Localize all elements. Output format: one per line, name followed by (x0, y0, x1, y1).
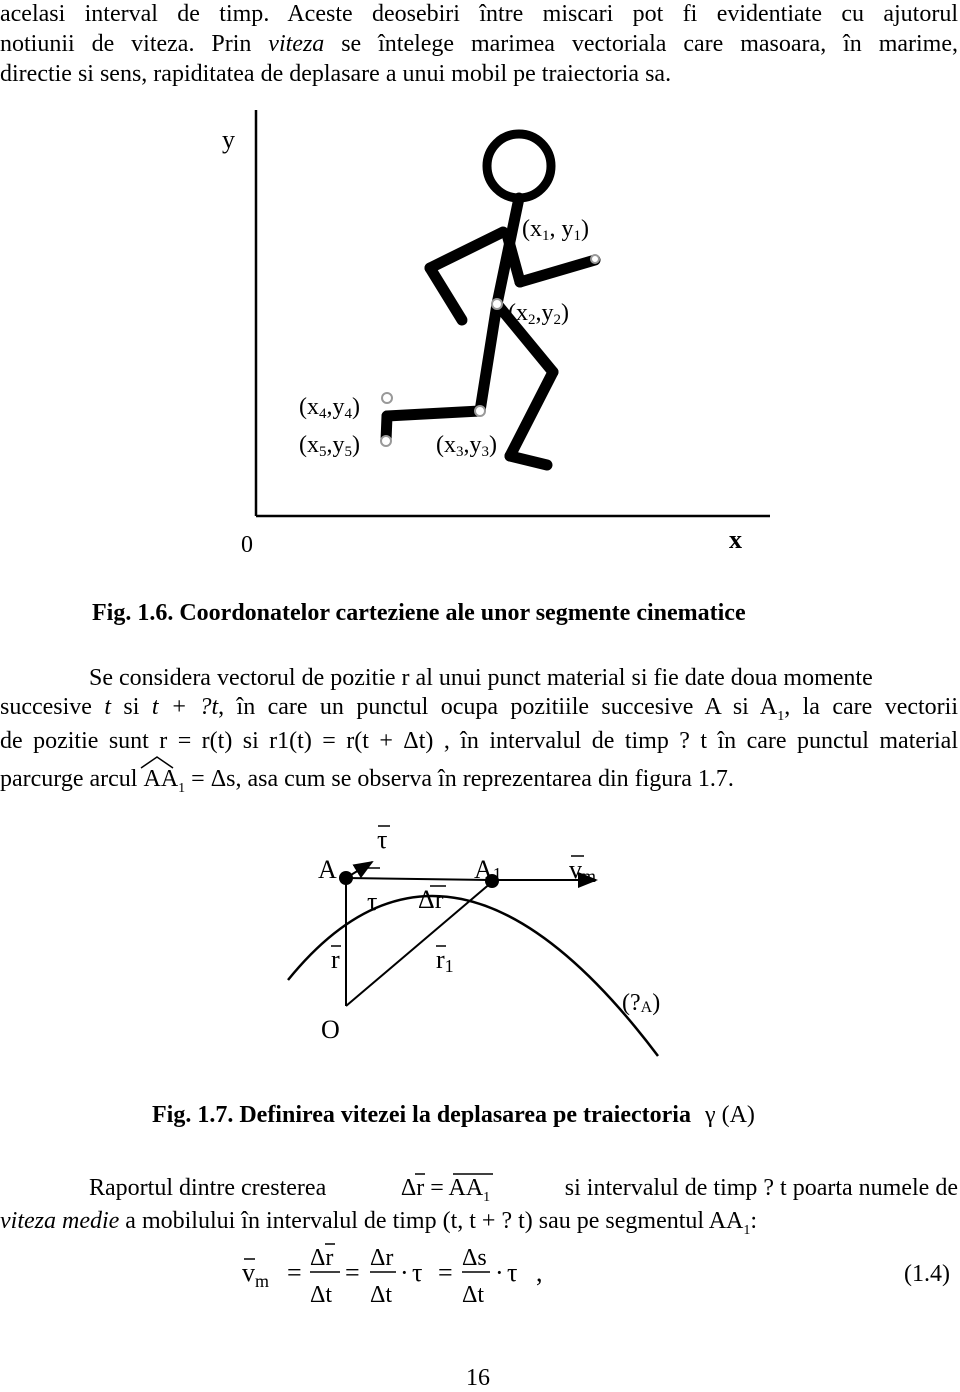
arc-mark (139, 755, 175, 769)
overline-mark (401, 1172, 521, 1178)
A-label: A (318, 855, 337, 884)
eq-frac3-den: Δt (462, 1282, 485, 1308)
delta-r-label: Δr (418, 885, 444, 914)
eq-tau-1: τ (412, 1258, 423, 1287)
joint-1 (591, 255, 599, 263)
eq-tau-2: τ (507, 1258, 518, 1287)
joint-4 (382, 393, 392, 403)
page-number: 16 (466, 1365, 490, 1391)
para2-line-1: Se considera vectorul de pozitie r al unui punct material si fie date doua momente (89, 665, 873, 691)
point-2-label: (x2,y2) (508, 300, 569, 328)
point-4-label: (x4,y4) (299, 394, 360, 422)
figure-1-7 (0, 820, 960, 1080)
point-A (339, 871, 353, 885)
figure-1-7-caption: Fig. 1.7. Definirea vitezei la deplasarea pe traiectoria γ (A) (152, 1102, 755, 1128)
axis-x-label: x (729, 525, 742, 554)
para3-line-2: viteza medie a mobilului în intervalul de timp (t, t + ? t) sau pe segmentul $AA_1$: (0, 1208, 758, 1238)
para3-line-1: Raportul dintre cresterea Δr = AA $_1$ si intervalul de timp ? t poarta numele de (89, 1174, 958, 1212)
figure-1-6 (0, 0, 960, 600)
vm-label: vm (569, 855, 597, 886)
trajectory-label: (?A) (622, 990, 661, 1016)
eq-dot-1: · (400, 1258, 409, 1287)
point-3-label: (x3,y3) (436, 432, 497, 460)
eq-equals-1: = (287, 1258, 302, 1287)
joint-5 (381, 436, 391, 446)
intro-line-3: directie si sens, rapiditatea de deplasare a unui mobil pe traiectoria sa. (0, 61, 672, 87)
intro-line-2: notiunii de viteza. Prin viteza se întelege marimea vectoriala care masoara, în marime, (0, 31, 959, 57)
eq-equals-3: = (438, 1258, 453, 1287)
para2-line-2: succesive t si t + ?t, în care un punctul ocupa pozitiile succesive A si $A_1$, la care vectorii (0, 694, 958, 724)
eq-frac2-den: Δt (370, 1282, 393, 1308)
tau-low-label: τ (367, 887, 378, 916)
trajectory-curve (288, 896, 661, 1056)
A1-label: A1 (474, 855, 502, 884)
eq-frac1-num: Δr (310, 1245, 334, 1271)
para2-line-3: de pozitie sunt r = r(t) si r1(t) = r(t + Δt) , în intervalul de timp ? t în care punctul material (0, 728, 958, 754)
eq-number: (1.4) (904, 1261, 950, 1287)
equation-1-4 (0, 1238, 960, 1318)
stick-figure-head (487, 134, 551, 198)
arc-symbol: AA (143, 765, 178, 793)
eq-comma: , (536, 1258, 543, 1287)
axis-y-label: y (222, 125, 235, 154)
eq-vm: $v_m$ (242, 1258, 270, 1291)
eq-frac3-num: Δs (462, 1245, 487, 1271)
point-5-label: (x5,y5) (299, 432, 360, 460)
O-label: O (321, 1015, 340, 1044)
r-label: r (331, 945, 340, 974)
figure-1-6-caption: Fig. 1.6. Coordonatelor carteziene ale unor segmente cinematice (92, 600, 746, 626)
tau-top-label: τ (377, 825, 388, 854)
para2-line-4: parcurge arcul $AA_1 = \Delta s$, asa cum se observa în reprezentarea din figura 1.7. (0, 765, 734, 803)
point-1-label: (x1, y1) (522, 216, 589, 244)
eq-equals-2: = (345, 1258, 360, 1287)
origin-label: 0 (241, 532, 253, 558)
eq-frac2-num: Δr (370, 1245, 394, 1271)
r1-label: r1 (436, 945, 454, 976)
eq-dot-2: · (495, 1258, 504, 1287)
joint-2 (492, 299, 502, 309)
eq-frac1-den: Δt (310, 1282, 333, 1308)
intro-line-1: acelasi interval de timp. Aceste deosebiri între miscari pot fi evidentiate cu ajutorul (0, 1, 958, 27)
joint-3 (475, 406, 485, 416)
delta-r-vector (346, 878, 490, 880)
